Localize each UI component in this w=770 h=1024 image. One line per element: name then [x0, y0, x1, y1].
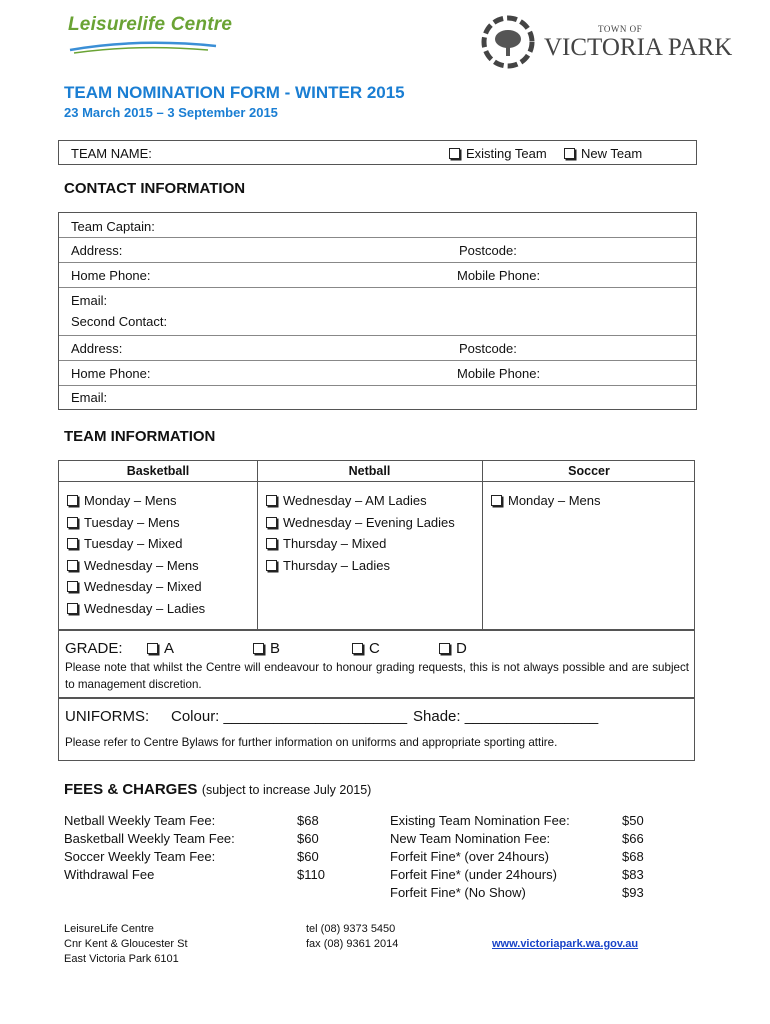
fees-right-values: [622, 812, 644, 902]
team-info-heading: TEAM INFORMATION: [64, 428, 216, 445]
netball-option[interactable]: [266, 490, 455, 512]
footer-website: [492, 937, 638, 952]
option-label: Wednesday – Evening Ladies: [283, 514, 455, 530]
website-link[interactable]: www.victoriapark.wa.gov.au: [492, 938, 639, 950]
grade-box: [58, 630, 695, 698]
netball-option[interactable]: [266, 512, 455, 534]
basketball-option[interactable]: [67, 512, 205, 534]
victoria-park-label: VICTORIA PARK: [544, 34, 733, 61]
address2-row: [59, 336, 696, 361]
fees-right-labels: [390, 812, 570, 902]
email2-label: Email:: [71, 390, 108, 405]
team-info-table: [58, 460, 695, 630]
netball-option[interactable]: [266, 533, 455, 555]
tree-emblem-icon: [478, 12, 538, 70]
footer-address-line: Cnr Kent & Gloucester St: [64, 938, 188, 950]
team-captain-label: Team Captain:: [71, 219, 155, 234]
second-contact-label: Second Contact:: [71, 314, 168, 329]
grade-option-a[interactable]: [147, 640, 174, 657]
option-label: Tuesday – Mens: [84, 514, 180, 530]
option-label: Wednesday – Ladies: [84, 600, 206, 616]
grade-a-checkbox[interactable]: [147, 643, 158, 654]
soccer-options: [491, 490, 601, 512]
basketball-options: [67, 490, 205, 620]
fees-heading-line: [64, 781, 371, 799]
netball-options: [266, 490, 455, 576]
fee-label: Forfeit Fine* (No Show): [390, 885, 526, 900]
phone-row: [59, 263, 696, 288]
new-team-checkbox[interactable]: [564, 148, 575, 159]
fee-label: Forfeit Fine* (over 24hours): [390, 849, 549, 864]
email-label: Email:: [71, 293, 108, 308]
checkbox[interactable]: [67, 538, 78, 549]
fee-value: $68: [622, 849, 644, 864]
mobile-phone2-label: Mobile Phone:: [457, 366, 541, 381]
postcode2-label: Postcode:: [459, 341, 517, 356]
team-name-box: [58, 140, 697, 165]
checkbox[interactable]: [67, 495, 78, 506]
form-dates: 23 March 2015 – 3 September 2015: [64, 105, 278, 120]
team-name-label: TEAM NAME:: [71, 146, 152, 161]
second-contact-row: [59, 312, 696, 336]
fee-label: New Team Nomination Fee:: [390, 831, 551, 846]
victoria-park-logo: [478, 12, 733, 70]
fee-label: Forfeit Fine* (under 24hours): [390, 867, 557, 882]
footer-address: [64, 922, 188, 967]
basketball-option[interactable]: [67, 576, 205, 598]
leisurelife-logo: [68, 14, 233, 62]
fee-value: $93: [622, 885, 644, 900]
checkbox[interactable]: [67, 560, 78, 571]
option-label: Thursday – Ladies: [283, 557, 390, 573]
option-label: Wednesday – AM Ladies: [283, 493, 427, 508]
footer-tel: tel (08) 9373 5450: [306, 923, 396, 935]
leisurelife-logo-text: Leisurelife Centre: [68, 14, 233, 35]
fees-left-labels: [64, 812, 235, 884]
footer-contact: [306, 922, 398, 952]
grade-option-c[interactable]: [352, 640, 380, 657]
grade-c-label: C: [369, 640, 380, 657]
uniforms-box: [58, 698, 695, 761]
grade-d-checkbox[interactable]: [439, 643, 450, 654]
grade-c-checkbox[interactable]: [352, 643, 363, 654]
uniform-shade-field[interactable]: Shade: ________________: [413, 708, 599, 725]
uniforms-label: UNIFORMS:: [65, 708, 150, 725]
form-title: TEAM NOMINATION FORM - WINTER 2015: [64, 83, 405, 102]
address2-label: Address:: [71, 341, 123, 356]
checkbox[interactable]: [67, 603, 78, 614]
netball-option[interactable]: [266, 555, 455, 577]
grade-b-checkbox[interactable]: [253, 643, 264, 654]
fee-label: Existing Team Nomination Fee:: [390, 813, 570, 828]
footer-address-line: LeisureLife Centre: [64, 923, 154, 935]
fee-label: Withdrawal Fee: [64, 867, 155, 882]
option-label: Wednesday – Mens: [84, 557, 199, 573]
checkbox[interactable]: [266, 560, 277, 571]
fee-value: $110: [297, 867, 325, 882]
checkbox[interactable]: [266, 517, 277, 528]
checkbox[interactable]: [491, 495, 502, 506]
checkbox[interactable]: [67, 581, 78, 592]
contact-heading: CONTACT INFORMATION: [64, 180, 246, 197]
grade-b-label: B: [270, 640, 281, 657]
footer-fax: fax (08) 9361 2014: [306, 938, 399, 950]
home-phone-label: Home Phone:: [71, 268, 151, 283]
postcode-label: Postcode:: [459, 243, 517, 258]
uniform-colour-field[interactable]: Colour: ______________________: [171, 708, 408, 725]
fee-value: $66: [622, 831, 644, 846]
option-label: Monday – Mens: [508, 493, 601, 508]
basketball-header: Basketball: [126, 464, 190, 478]
netball-header: Netball: [348, 464, 391, 478]
existing-team-option[interactable]: [449, 146, 547, 161]
email-row: [59, 288, 696, 312]
uniforms-note: Please refer to Centre Bylaws for further information on uniforms and appropriate sporting attire.: [65, 736, 558, 749]
fees-left-values: [297, 812, 325, 884]
soccer-header: Soccer: [568, 464, 610, 478]
fee-value: $50: [622, 813, 644, 828]
town-of-label: TOWN OF: [598, 24, 643, 34]
checkbox[interactable]: [67, 517, 78, 528]
grade-d-label: D: [456, 640, 467, 657]
fee-value: $83: [622, 867, 644, 882]
contact-box: [58, 212, 697, 410]
option-label: Tuesday – Mixed: [84, 536, 183, 552]
mobile-phone-label: Mobile Phone:: [457, 268, 541, 283]
existing-team-label: Existing Team: [466, 146, 547, 161]
fees-heading-note: (subject to increase July 2015): [201, 783, 372, 797]
fee-value: $60: [297, 849, 319, 864]
option-label: Monday – Mens: [84, 493, 177, 508]
fee-value: $68: [297, 813, 319, 828]
option-label: Thursday – Mixed: [283, 536, 387, 552]
email2-row: [59, 386, 696, 410]
basketball-option[interactable]: [67, 533, 205, 555]
basketball-option[interactable]: [67, 555, 205, 577]
basketball-option[interactable]: [67, 490, 205, 512]
checkbox[interactable]: [266, 538, 277, 549]
home-phone2-label: Home Phone:: [71, 366, 151, 381]
fee-label: Basketball Weekly Team Fee:: [64, 831, 235, 846]
new-team-label: New Team: [581, 146, 643, 161]
fee-label: Soccer Weekly Team Fee:: [64, 849, 216, 864]
option-label: Wednesday – Mixed: [84, 579, 202, 595]
fees-heading: FEES & CHARGES: [64, 781, 198, 798]
checkbox[interactable]: [266, 495, 277, 506]
grade-option-d[interactable]: [439, 640, 467, 657]
address-label: Address:: [71, 243, 123, 258]
footer-address-line: East Victoria Park 6101: [64, 953, 179, 965]
grade-a-label: A: [164, 640, 175, 657]
phone2-row: [59, 361, 696, 386]
fee-value: $60: [297, 831, 319, 846]
soccer-option[interactable]: [491, 490, 601, 512]
logo-swoosh-icon: [68, 36, 218, 56]
grade-label: GRADE:: [65, 640, 123, 657]
basketball-option[interactable]: [67, 598, 205, 620]
new-team-option[interactable]: [564, 146, 642, 161]
captain-row: [59, 213, 696, 238]
fee-label: Netball Weekly Team Fee:: [64, 813, 216, 828]
address-row: [59, 238, 696, 263]
grade-option-b[interactable]: [253, 640, 280, 657]
grade-note: Please note that whilst the Centre will endeavour to honour grading requests, this is not always possible and are subject to management discretion.: [65, 661, 689, 691]
existing-team-checkbox[interactable]: [449, 148, 460, 159]
